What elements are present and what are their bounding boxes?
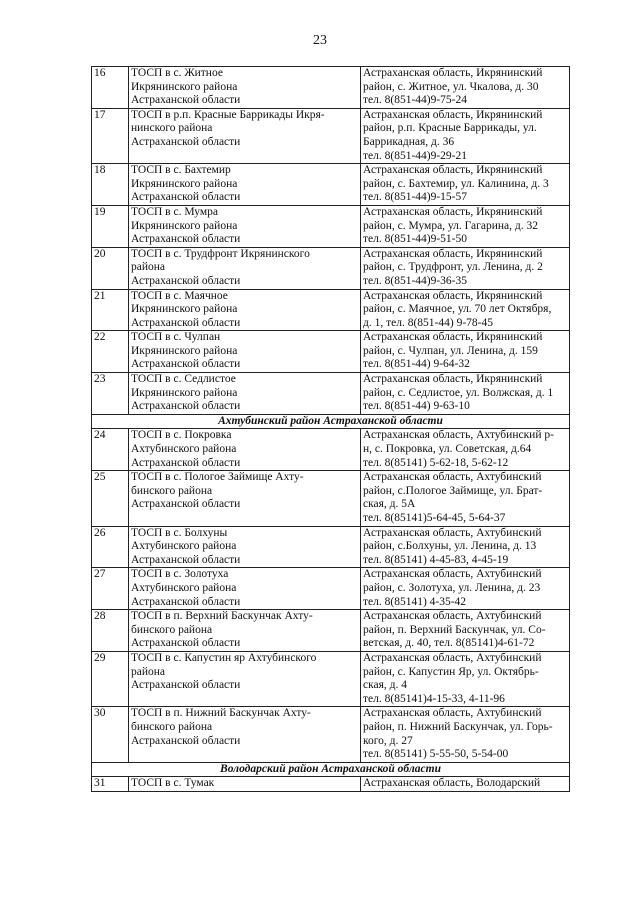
office-address-line: тел. 8(85141) 5-62-18, 5-62-12 [363,456,509,469]
section-header-row [92,414,570,429]
office-address-line: ветская, д. 40, тел. 8(85141)4-61-72 [363,637,535,650]
office-address-cell [361,471,570,526]
office-address-line: д. 1, тел. 8(851-44) 9-78-45 [363,316,493,329]
office-name-cell [129,471,361,526]
table-row [92,108,570,163]
row-number: 19 [92,205,129,247]
office-name-line: ТОСП в с. Чулпан [131,331,221,344]
office-address-line: Астраханская область, Ахтубинский [363,651,542,664]
table-row [92,205,570,247]
office-address-line: тел. 8(851-44)9-29-21 [363,149,468,162]
office-name-cell [129,373,361,415]
office-name-line: ТОСП в с. Трудфронт Икрянинского [131,247,310,260]
office-address-line: Астраханская область, Ахтубинский [363,707,542,720]
office-address-line: ская, д. 5А [363,498,416,511]
row-number: 25 [92,471,129,526]
office-name-line: ТОСП в с. Капустин яр Ахтубинского [131,651,317,664]
office-address-cell [361,108,570,163]
office-address-cell [361,164,570,206]
office-address-line: тел. 8(851-44)9-51-50 [363,233,468,246]
office-name-line: Астраханской области [131,274,241,287]
office-address-cell [361,610,570,652]
office-address-line: Астраханская область, Икрянинский [363,205,543,218]
office-name-line: Ахтубинского района [131,540,237,553]
section-title: Володарский район Астраханской области [92,762,570,777]
office-name-line: Икрянинского района [131,386,238,399]
page-number: 23 [313,33,327,48]
row-number: 17 [92,108,129,163]
office-address-line: район, с. Трудфронт, ул. Ленина, д. 2 [363,261,543,274]
office-address-line: Астраханская область, Икрянинский [363,67,543,79]
row-number: 29 [92,651,129,706]
section-title: Ахтубинский район Астраханской области [92,414,570,429]
office-address-line: тел. 8(85141) 5-55-50, 5-54-00 [363,748,509,761]
office-address-line: тел. 8(85141) 4-35-42 [363,595,467,608]
office-address-line: Астраханская область, Ахтубинский [363,526,542,539]
office-name-cell [129,568,361,610]
office-name-line: ТОСП в п. Верхний Баскунчак Ахту- [131,610,313,623]
row-number: 22 [92,331,129,373]
row-number: 18 [92,164,129,206]
office-name-line: бинского района [131,720,213,733]
table-row [92,651,570,706]
office-name-cell [129,429,361,471]
row-number: 27 [92,568,129,610]
office-name-cell [129,651,361,706]
office-address-line: Астраханская область, Икрянинский [363,247,543,260]
office-name-line: Ахтубинского района [131,581,237,594]
office-address-line: Астраханская область, Ахтубинский [363,568,542,581]
section-header-row [92,762,570,777]
table-row [92,610,570,652]
office-name-line: ТОСП в с. Золотуха [131,568,229,581]
office-address-line: тел. 8(851-44)9-15-57 [363,191,468,204]
office-address-cell [361,205,570,247]
office-name-line: Астраханской области [131,135,241,148]
table-row [92,247,570,289]
office-name-line: Астраханской области [131,679,241,692]
office-address-line: район, с. Маячное, ул. 70 лет Октября, [363,303,552,316]
office-name-line: ТОСП в п. Нижний Баскунчак Ахту- [131,707,311,720]
office-name-line: нинского района [131,122,213,135]
office-name-line: Астраханской области [131,595,241,608]
row-number: 31 [92,777,129,792]
office-address-cell [361,707,570,762]
table-row [92,568,570,610]
office-name-cell [129,526,361,568]
office-name-line: Астраханской области [131,498,241,511]
table-row [92,429,570,471]
table-row [92,707,570,762]
office-name-line: Астраханской области [131,456,241,469]
office-address-line: район, п. Верхний Баскунчак, ул. Со- [363,623,546,636]
office-address-line: Астраханская область, Ахтубинский [363,471,542,484]
office-name-line: бинского района [131,623,213,636]
office-address-line: кого, д. 27 [363,734,413,747]
office-name-line: ТОСП в с. Житное [131,67,223,79]
office-name-line: Икрянинского района [131,303,238,316]
office-address-cell [361,373,570,415]
row-number: 26 [92,526,129,568]
office-address-line: Астраханская область, Ахтубинский [363,610,542,623]
office-address-line: район, п. Нижний Баскунчак, ул. Горь- [363,720,553,733]
table-row [92,67,570,109]
office-address-cell [361,651,570,706]
office-address-line: тел. 8(85141)4-15-33, 4-11-96 [363,692,505,705]
office-name-cell [129,108,361,163]
row-number: 16 [92,67,129,109]
office-address-cell [361,526,570,568]
office-address-line: н, с. Покровка, ул. Советская, д.64 [363,443,532,456]
office-name-line: Икрянинского района [131,219,238,232]
office-name-line: ТОСП в с. Тумак [131,777,215,790]
table-row [92,164,570,206]
office-name-cell [129,247,361,289]
office-name-line: Астраханской области [131,233,241,246]
office-name-cell [129,205,361,247]
office-name-line: Астраханской области [131,191,241,204]
office-name-cell [129,331,361,373]
office-address-line: тел. 8(851-44) 9-63-10 [363,400,470,413]
office-name-line: ТОСП в с. Болхуны [131,526,228,539]
office-address-line: район, с. Бахтемир, ул. Калинина, д. 3 [363,177,549,190]
table-row [92,373,570,415]
office-name-line: Ахтубинского района [131,443,237,456]
office-name-line: района [131,665,166,678]
row-number: 23 [92,373,129,415]
office-address-line: тел. 8(851-44) 9-64-32 [363,358,470,371]
table-row [92,331,570,373]
office-name-line: Икрянинского района [131,344,238,357]
office-address-line: Астраханская область, Икрянинский [363,373,543,386]
office-address-cell [361,568,570,610]
office-name-cell [129,67,361,109]
office-name-cell [129,289,361,331]
office-address-line: тел. 8(85141) 4-45-83, 4-45-19 [363,553,509,566]
office-address-line: район, с.Болхуны, ул. Ленина, д. 13 [363,540,537,553]
registry-table [91,66,570,792]
office-address-cell [361,777,570,792]
office-address-cell [361,429,570,471]
office-name-line: ТОСП в с. Мумра [131,205,218,218]
office-address-line: район, р.п. Красные Баррикады, ул. [363,122,537,135]
row-number: 30 [92,707,129,762]
office-name-line: Астраханской области [131,400,241,413]
office-name-line: бинского района [131,484,213,497]
office-name-line: ТОСП в с. Пологое Займище Ахту- [131,471,304,484]
office-address-line: Астраханская область, Икрянинский [363,289,543,302]
office-address-line: Астраханская область, Икрянинский [363,164,543,177]
table-row [92,526,570,568]
office-name-line: ТОСП в р.п. Красные Баррикады Икря- [131,108,325,121]
office-address-line: тел. 8(851-44)9-75-24 [363,94,468,107]
office-address-line: район, с. Золотуха, ул. Ленина, д. 23 [363,581,541,594]
office-name-line: Астраханской области [131,94,241,107]
office-address-line: ская, д. 4 [363,679,408,692]
office-address-line: Астраханская область, Володарский [363,777,541,790]
office-address-line: Астраханская область, Ахтубинский р- [363,429,554,442]
row-number: 24 [92,429,129,471]
office-name-line: ТОСП в с. Бахтемир [131,164,231,177]
office-name-line: Астраханской области [131,553,241,566]
office-address-line: тел. 8(851-44)9-36-35 [363,274,468,287]
row-number: 20 [92,247,129,289]
office-address-line: район, с. Седлистое, ул. Волжская, д. 1 [363,386,554,399]
office-name-cell [129,164,361,206]
office-address-line: Баррикадная, д. 36 [363,135,455,148]
office-name-cell [129,610,361,652]
office-name-line: Астраханской области [131,734,241,747]
office-address-cell [361,67,570,109]
office-address-line: район, с. Капустин Яр, ул. Октябрь- [363,665,539,678]
office-address-line: район, с. Житное, ул. Чкалова, д. 30 [363,80,539,93]
office-address-cell [361,331,570,373]
office-name-line: Астраханской области [131,316,241,329]
table-row [92,471,570,526]
registry-body [92,67,570,792]
table-row [92,289,570,331]
office-address-line: Астраханская область, Икрянинский [363,331,543,344]
row-number: 21 [92,289,129,331]
office-name-line: Икрянинского района [131,177,238,190]
office-name-line: ТОСП в с. Седлистое [131,373,236,386]
office-name-line: района [131,261,166,274]
office-address-line: район, с.Пологое Займище, ул. Брат- [363,484,543,497]
office-address-line: район, с. Чулпан, ул. Ленина, д. 159 [363,344,538,357]
office-name-cell [129,777,361,792]
office-address-cell [361,247,570,289]
table-row [92,777,570,792]
office-address-line: район, с. Мумра, ул. Гагарина, д. 32 [363,219,538,232]
office-name-cell [129,707,361,762]
office-name-line: Астраханской области [131,358,241,371]
office-name-line: ТОСП в с. Маячное [131,289,228,302]
office-address-line: Астраханская область, Икрянинский [363,108,543,121]
office-address-line: тел. 8(85141)5-64-45, 5-64-37 [363,512,506,524]
office-address-cell [361,289,570,331]
office-name-line: Икрянинского района [131,80,238,93]
office-name-line: Астраханской области [131,637,241,650]
row-number: 28 [92,610,129,652]
office-name-line: ТОСП в с. Покровка [131,429,232,442]
